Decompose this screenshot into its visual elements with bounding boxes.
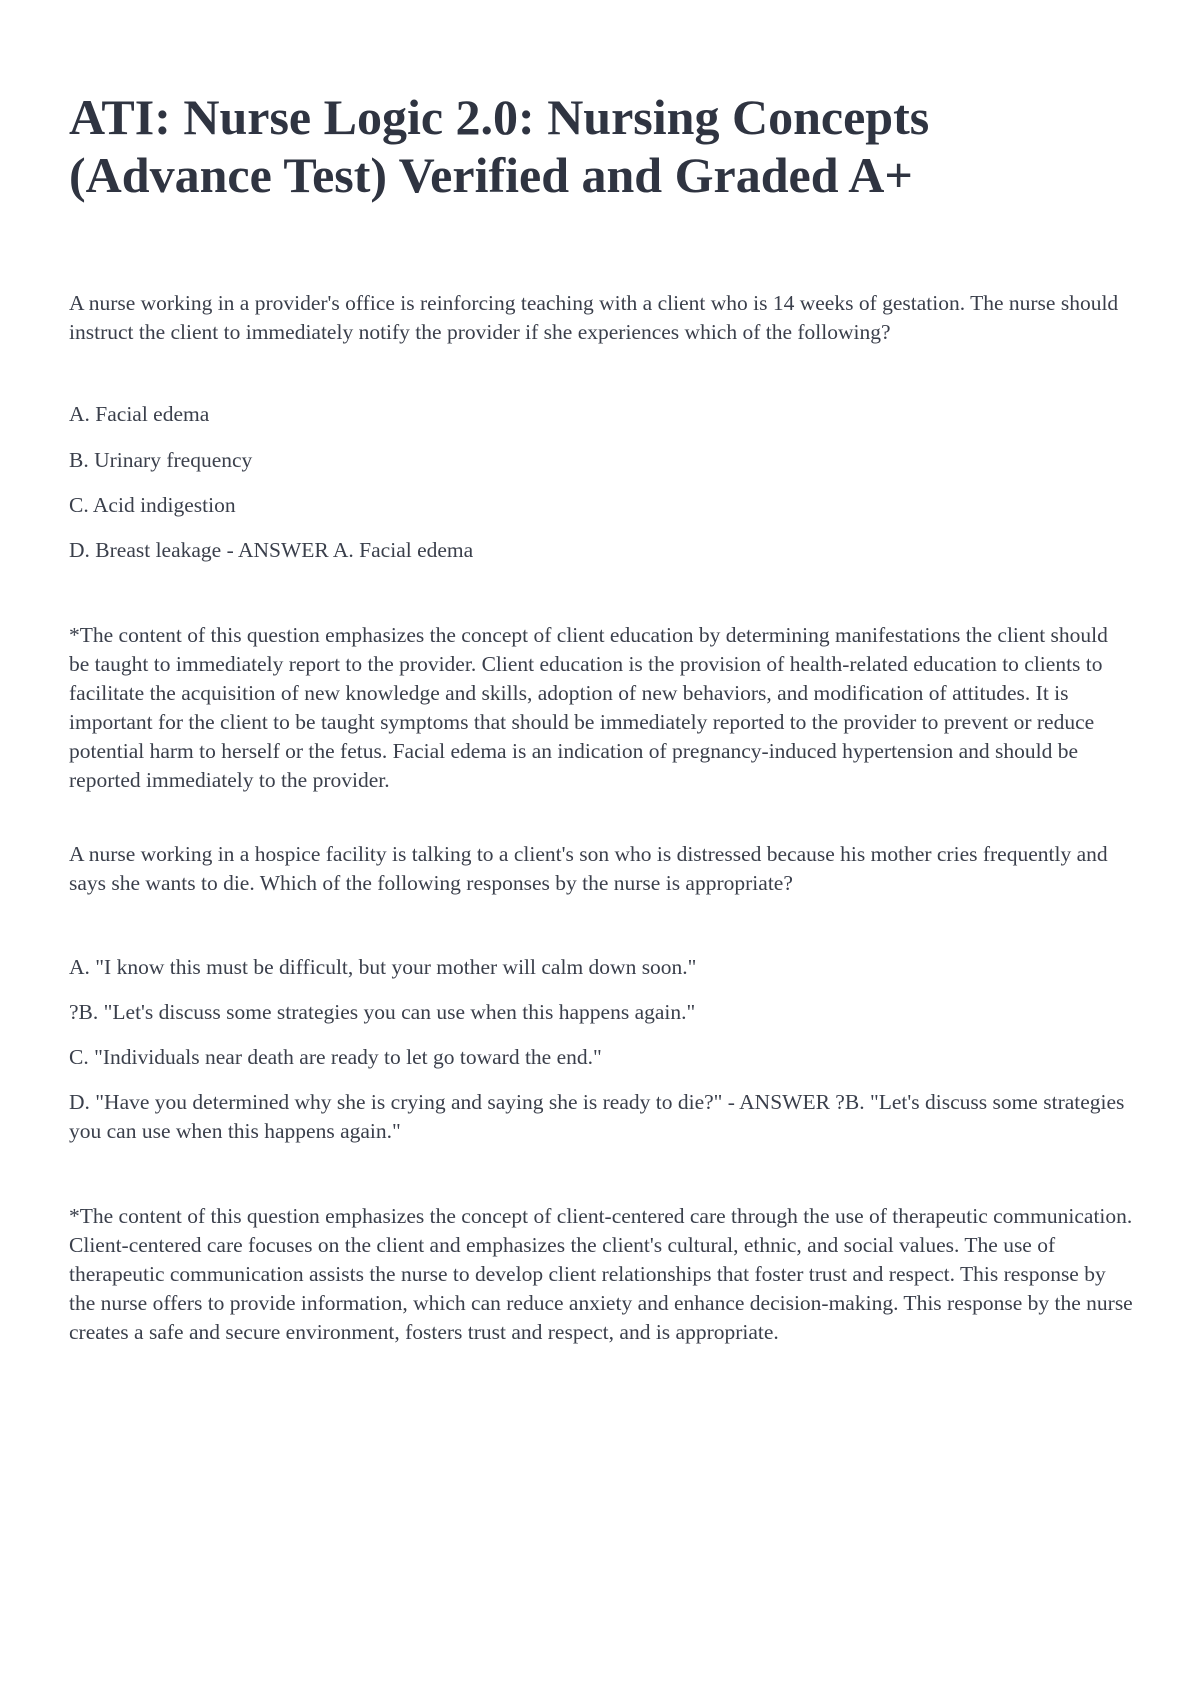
question-2-option-c: C. "Individuals near death are ready to let go toward the end." — [69, 1045, 602, 1069]
question-1-option-b: B. Urinary frequency — [69, 448, 253, 472]
question-1-stem: A nurse working in a provider's office is reinforcing teaching with a client who is 14 weeks of gestation. The nurse should instruct the client to immediately notify the provider if she experiences which of the following? — [69, 291, 1119, 344]
question-1-rationale: *The content of this question emphasizes the concept of client education by determining manifestations the client should be taught to immediately report to the provider. Client education is the provision of health-related education to clients to facilitate the acquisition of new knowledge and skills, adoption of new behaviors, and modification of attitudes. It is important for the client to be taught symptoms that should be immediately reported to the provider to prevent or reduce potential harm to herself or the fetus. Facial edema is an indication of pregnancy-induced hypertension and should be reported immediately to the provider. — [69, 623, 1108, 792]
question-2-option-b: ?B. "Let's discuss some strategies you can use when this happens again." — [69, 1000, 696, 1024]
question-1-option-a: A. Facial edema — [69, 402, 210, 426]
document-title: ATI: Nurse Logic 2.0: Nursing Concepts (Advance Test) Verified and Graded A+ — [69, 89, 930, 203]
question-2-stem: A nurse working in a hospice facility is talking to a client's son who is distressed because his mother cries frequently and says she wants to die. Which of the following responses by the nurse is appropriate? — [69, 842, 1108, 895]
question-2-option-a: A. "I know this must be difficult, but your mother will calm down soon." — [69, 955, 697, 979]
question-2-rationale: *The content of this question emphasizes the concept of client-centered care through the use of therapeutic communication. Client-centered care focuses on the client and emphasizes the client's cultural, ethnic, and social values. The use of therapeutic communication assists the nurse to develop client relationships that foster trust and respect. This response by the nurse offers to provide information, which can reduce anxiety and enhance decision-making. This response by the nurse creates a safe and secure environment, fosters trust and respect, and is appropriate. — [69, 1204, 1133, 1344]
question-1-option-d: D. Breast leakage - ANSWER A. Facial edema — [69, 538, 474, 562]
question-1-option-c: C. Acid indigestion — [69, 493, 236, 517]
question-2-option-d: D. "Have you determined why she is crying and saying she is ready to die?" - ANSWER ?B. "Let's discuss some strategies you can use when this happens again." — [69, 1090, 1125, 1143]
